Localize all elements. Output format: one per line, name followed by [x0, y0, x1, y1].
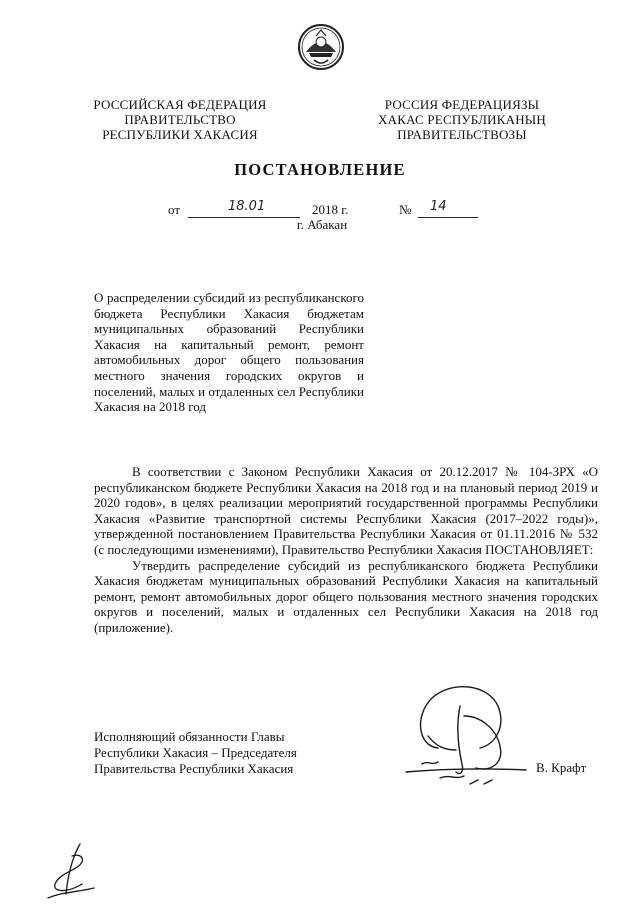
document-subject: О распределении субсидий из республиканского бюджета Республики Хакасия бюджетам муниципальных образований Республики Хакасия на капитальный ремонт, ремонт автомобильных дорог общего пользования местного значения городских округов и поселений, малых и отдаленных сел Республики Хакасия на 2018 год — [94, 290, 364, 415]
header-right-line: ПРАВИТЕЛЬСТВОЗЫ — [397, 127, 527, 142]
body-paragraph: Утвердить распределение субсидий из республиканского бюджета Республики Хакасия бюджетам муниципальных образований Республики Хакасия на капитальный ремонт, ремонт автомобильных дорог общего пользования местного значения городских округов и поселений, малых и отдаленных сел Республики Хакасия на 2018 год (приложение). — [94, 557, 598, 635]
city: г. Абакан — [296, 217, 348, 232]
position-line: Правительства Республики Хакасия — [94, 761, 294, 776]
header-right-line: ХАКАС РЕСПУБЛИКАНЫҢ — [378, 112, 546, 127]
body-paragraph: В соответствии с Законом Республики Хакасия от 20.12.2017 № 104-ЗРХ «О республиканском бюджете Республики Хакасия на 2018 год и на плановый период 2019 и 2020 годов», в целях реализации мероприятий государственной программы Республики Хакасия «Развитие транспортной системы Республики Хакасия (2017–2022 годы)», утвержденной постановлением Правительства Республики Хакасия от 01.11.2016 № 532 (с последующими изменениями), Правительство Республики Хакасия ПОСТАНОВЛЯЕТ: — [94, 464, 598, 557]
header-left-line: РЕСПУБЛИКИ ХАКАСИЯ — [102, 127, 258, 142]
signatory-position — [94, 729, 334, 777]
handwritten-initials — [42, 838, 100, 904]
position-line: Республики Хакасия – Председателя — [94, 745, 297, 760]
header-right — [362, 97, 562, 142]
position-line: Исполняющий обязанности Главы — [94, 729, 285, 744]
coat-of-arms-icon — [296, 22, 346, 72]
signatory-name: В. Крафт — [536, 760, 587, 775]
number-handwritten: 14 — [430, 199, 447, 214]
header-left-line: ПРАВИТЕЛЬСТВО — [124, 112, 236, 127]
date-year: 2018 г. — [312, 202, 349, 217]
header-left — [80, 97, 280, 142]
document-title: ПОСТАНОВЛЕНИЕ — [234, 160, 406, 179]
date-handwritten: 18.01 — [228, 199, 266, 214]
date-prefix: от — [168, 202, 181, 217]
header-right-line: РОССИЯ ФЕДЕРАЦИЯЗЫ — [384, 97, 540, 112]
header-left-line: РОССИЙСКАЯ ФЕДЕРАЦИЯ — [93, 97, 267, 112]
handwritten-signature — [400, 676, 535, 796]
number-sign: № — [399, 202, 412, 217]
document-body — [94, 464, 598, 636]
